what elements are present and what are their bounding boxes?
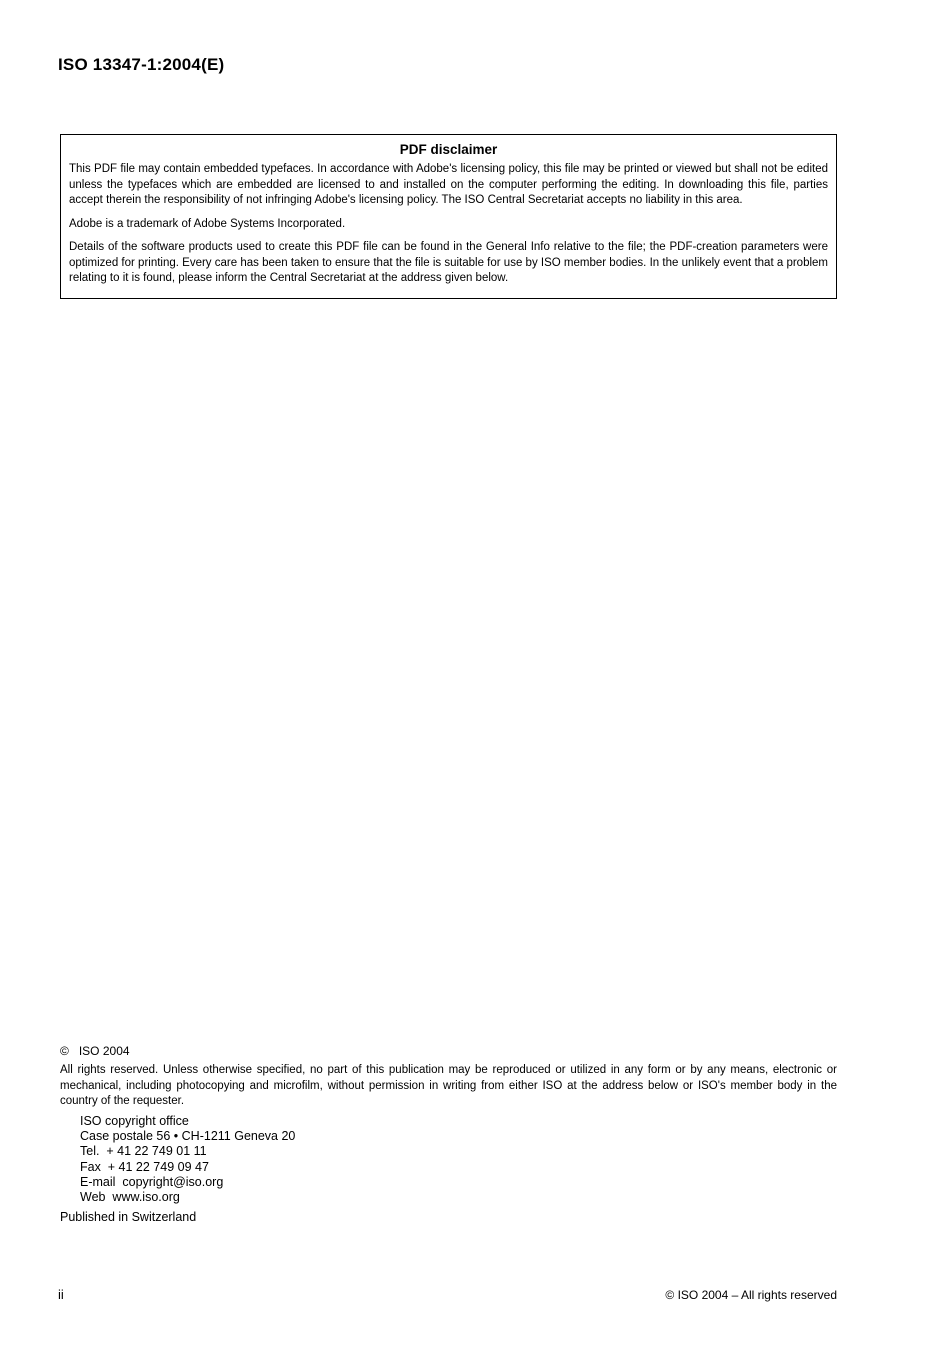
page-number: ii — [58, 1287, 64, 1302]
pdf-disclaimer-box — [60, 134, 837, 299]
address-block — [80, 1114, 295, 1205]
copyright-line: © ISO 2004 — [60, 1044, 130, 1058]
disclaimer-title: PDF disclaimer — [399, 142, 498, 157]
rights-paragraph: All rights reserved. Unless otherwise specified, no part of this publication may be reproduced or utilized in any form or by any means, electronic or mechanical, including photocopying and microfilm, without permission in writing from either ISO at the address below or ISO's member body in the country of the requester. — [60, 1064, 837, 1107]
address-line-email: E-mail copyright@iso.org — [80, 1174, 224, 1189]
disclaimer-paragraph-1: This PDF file may contain embedded typefaces. In accordance with Adobe's licensing policy, this file may be printed or viewed but shall not be edited unless the typefaces which are embedded are licensed to and installed on the computer performing the editing. In downloading this file, parties accept therein the responsibility of not infringing Adobe's licensing policy. The ISO Central Secretariat accepts no liability in this area. — [69, 163, 828, 206]
address-line-office: ISO copyright office — [80, 1114, 189, 1128]
disclaimer-paragraph-2: Adobe is a trademark of Adobe Systems Incorporated. — [69, 217, 346, 230]
address-line-fax: Fax + 41 22 749 09 47 — [80, 1159, 209, 1174]
address-line-web: Web www.iso.org — [80, 1190, 180, 1205]
document-header: ISO 13347-1:2004(E) — [58, 55, 225, 74]
disclaimer-paragraph-3: Details of the software products used to create this PDF file can be found in the General Info relative to the file; the PDF-creation parameters were optimized for printing. Every care has been taken to ensure that the file is suitable for use by ISO member bodies. In the unlikely event that a problem relating to it is found, please inform the Central Secretariat at the address given below. — [69, 241, 828, 284]
footer-copyright: © ISO 2004 – All rights reserved — [665, 1288, 837, 1302]
published-line: Published in Switzerland — [60, 1210, 197, 1224]
address-line-postal: Case postale 56 • CH-1211 Geneva 20 — [80, 1129, 296, 1144]
address-line-tel: Tel. + 41 22 749 01 11 — [80, 1144, 207, 1159]
